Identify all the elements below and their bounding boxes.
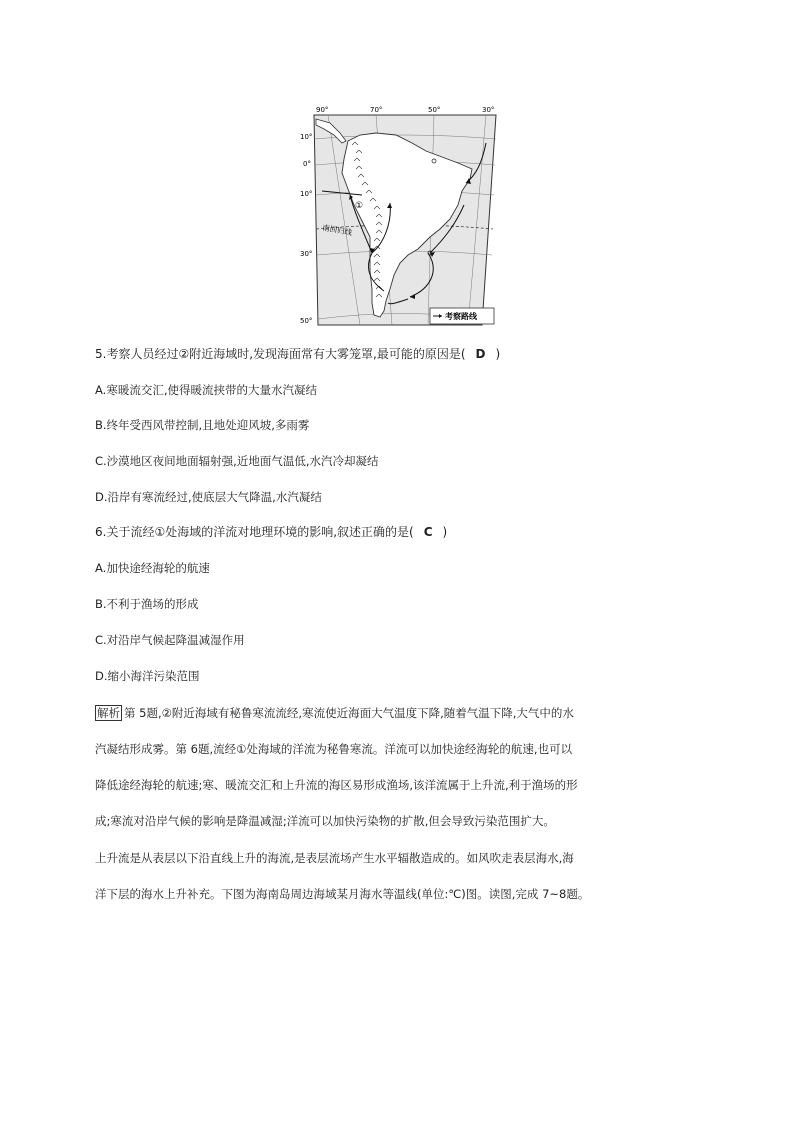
- lat-label-10n: 10°: [300, 133, 313, 141]
- question-5-text: 5.考察人员经过②附近海域时,发现海面常有大雾笼罩,最可能的原因是(: [95, 347, 466, 361]
- q6-option-b: B.不利于渔场的形成: [95, 597, 199, 611]
- lon-label-90: 90°: [316, 106, 329, 114]
- q6-option-a: A.加快途经海轮的航速: [95, 561, 210, 575]
- question-5: [95, 346, 500, 362]
- intro-line-2: 洋下层的海水上升补充。下图为海南岛周边海域某月海水等温线(单位:℃)图。读图,完成 7~8题。: [95, 887, 590, 901]
- lat-label-0: 0°: [303, 160, 311, 168]
- analysis-text-1: 第 5题,②附近海域有秘鲁寒流流经,寒流使近海面大气温度下降,随着气温下降,大气中的水: [124, 706, 574, 720]
- analysis-line-1: [95, 705, 574, 721]
- question-6-text: 6.关于流经①处海域的洋流对地理环境的影响,叙述正确的是(: [95, 525, 414, 539]
- intro-line-1: 上升流是从表层以下沿直线上升的海流,是表层流场产生水平辐散造成的。如风吹走表层海水,海: [95, 851, 574, 865]
- lon-label-30: 30°: [482, 106, 495, 114]
- lon-label-70: 70°: [370, 106, 383, 114]
- south-america-map: [300, 103, 502, 328]
- current-marker-1: ①: [355, 201, 364, 211]
- legend-label: 考察路线: [445, 312, 477, 321]
- analysis-line-4: 成;寒流对沿岸气候的影响是降温减湿;洋流可以加快污染物的扩散,但会导致污染范围扩大。: [95, 814, 555, 828]
- q6-option-d: D.缩小海洋污染范围: [95, 669, 200, 683]
- q5-option-a: A.寒暖流交汇,使得暖流挟带的大量水汽凝结: [95, 383, 317, 397]
- question-5-close: ): [495, 347, 501, 361]
- question-6-close: ): [442, 525, 448, 539]
- q5-option-c: C.沙漠地区夜间地面辐射强,近地面气温低,水汽冷却凝结: [95, 454, 379, 468]
- lat-label-10s: 10°: [300, 190, 313, 198]
- question-6-answer: C: [423, 525, 433, 539]
- q5-option-d: D.沿岸有寒流经过,使底层大气降温,水汽凝结: [95, 490, 322, 504]
- question-6: [95, 524, 447, 540]
- analysis-line-3: 降低途经海轮的航速;寒、暖流交汇和上升流的海区易形成渔场,该洋流属于上升流,利于渔场的形: [95, 778, 578, 792]
- analysis-line-2: 汽凝结形成雾。第 6题,流经①处海域的洋流为秘鲁寒流。洋流可以加快途经海轮的航速,也可以: [95, 742, 573, 756]
- lon-label-50: 50°: [428, 106, 441, 114]
- q6-option-c: C.对沿岸气候起降温减湿作用: [95, 633, 245, 647]
- lat-label-30s: 30°: [300, 250, 313, 258]
- lat-label-50s: 50°: [300, 317, 313, 325]
- question-5-answer: D: [475, 347, 486, 361]
- analysis-tag: 解析: [97, 706, 120, 720]
- tropic-label: 南回归线: [321, 223, 353, 238]
- q5-option-b: B.终年受西风带控制,且地处迎风坡,多雨雾: [95, 418, 310, 432]
